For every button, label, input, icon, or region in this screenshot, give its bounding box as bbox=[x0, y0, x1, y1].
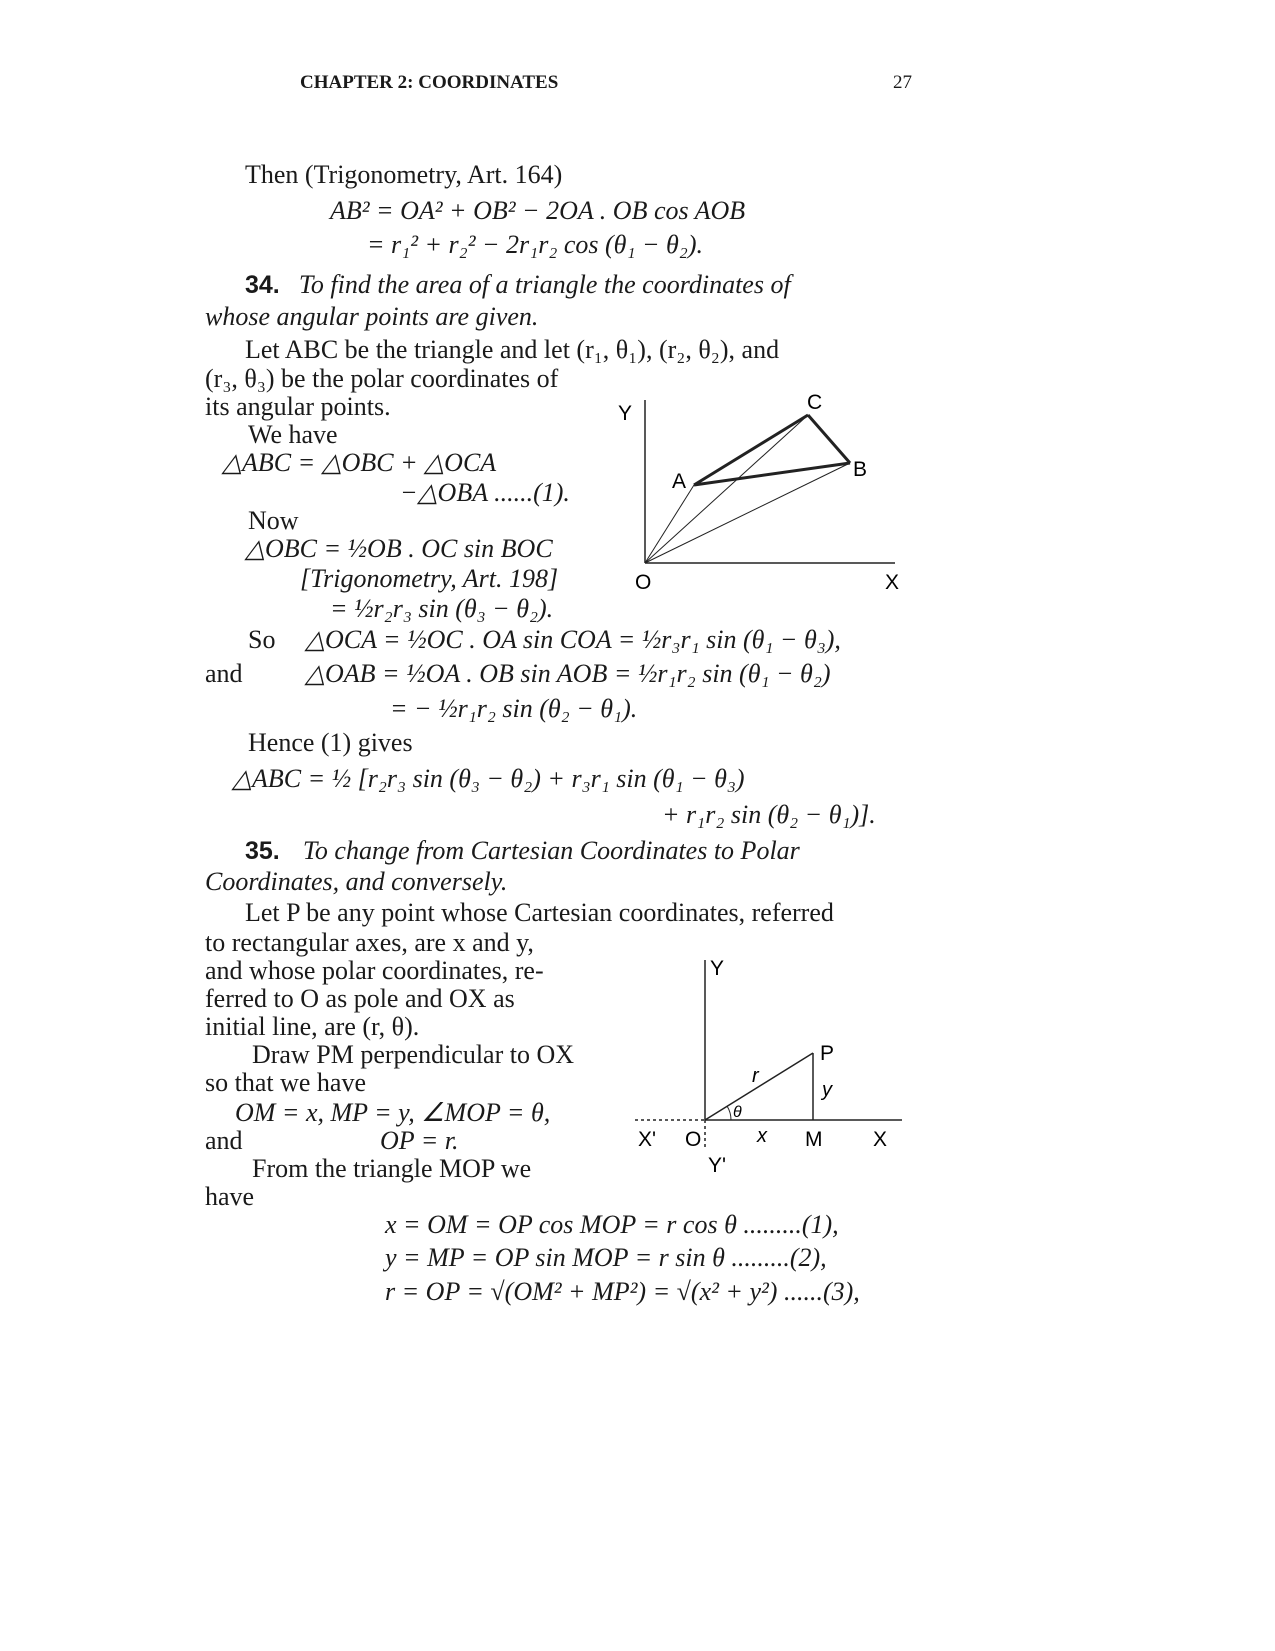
equation-obc: △OBC = ½OB . OC sin BOC bbox=[245, 534, 553, 563]
equation-oca: △OCA = ½OC . OA sin COA = ½r₃r₁ sin (θ₁ − θ₃), bbox=[305, 625, 841, 654]
section-34-p1-line1: Let ABC be the triangle and let (r₁, θ₁), (r₂, θ₂), and bbox=[245, 335, 780, 364]
fig2-label-y-small: y bbox=[822, 1079, 832, 1101]
section-34-title bbox=[245, 270, 905, 300]
triangle-figure bbox=[610, 385, 910, 590]
section-34-title-line2: whose angular points are given. bbox=[205, 302, 539, 331]
and-label-35: and bbox=[205, 1126, 243, 1155]
section-34-p1-line3: its angular points. bbox=[205, 392, 391, 421]
equation-op: OP = r. bbox=[380, 1126, 459, 1155]
equation-r: r = OP = √(OM² + MP²) = √(x² + y²) ......(3), bbox=[385, 1277, 860, 1306]
equation-obc-result: = ½r₂r₃ sin (θ₃ − θ₂). bbox=[330, 594, 554, 623]
equation-abc-sum-cont: −△OBA ......(1). bbox=[400, 478, 570, 507]
draw-line1: Draw PM perpendicular to OX bbox=[252, 1040, 575, 1069]
fig2-label-x-prime: X' bbox=[638, 1128, 657, 1151]
angle-arc bbox=[727, 1106, 731, 1120]
equation-om-mp: OM = x, MP = y, ∠MOP = θ, bbox=[235, 1098, 551, 1127]
fig2-label-m: M bbox=[805, 1128, 823, 1151]
section-35-number: 35. bbox=[245, 837, 280, 865]
section-35-p-line1: Let P be any point whose Cartesian coordinates, referred bbox=[245, 898, 834, 927]
from-line1: From the triangle MOP we bbox=[252, 1154, 532, 1183]
fig1-label-b: B bbox=[853, 458, 868, 481]
equation-ab-squared: AB² = OA² + OB² − 2OA . OB cos AOB bbox=[330, 196, 746, 225]
section-35-p-line2: to rectangular axes, are x and y, bbox=[205, 928, 534, 957]
fig2-label-r: r bbox=[752, 1065, 759, 1087]
side-cb bbox=[808, 415, 850, 463]
and-label-34: and bbox=[205, 659, 243, 688]
from-line2: have bbox=[205, 1182, 255, 1211]
polar-cartesian-figure bbox=[630, 950, 910, 1180]
equation-ab-polar: = r₁² + r₂² − 2r₁r₂ cos (θ₁ − θ₂). bbox=[367, 230, 703, 259]
equation-y: y = MP = OP sin MOP = r sin θ .........(2), bbox=[385, 1243, 827, 1272]
section-35-p-line4: ferred to O as pole and OX as bbox=[205, 984, 515, 1013]
fig2-label-p: P bbox=[820, 1042, 835, 1065]
now-label: Now bbox=[248, 506, 299, 535]
section-34-title-line1: To find the area of a triangle the coordinates of bbox=[298, 270, 791, 299]
line-oc bbox=[645, 415, 808, 563]
draw-line2: so that we have bbox=[205, 1068, 367, 1097]
equation-area-final: △ABC = ½ [r₂r₃ sin (θ₃ − θ₂) + r₃r₁ sin (θ₁ − θ₃) bbox=[232, 764, 745, 793]
section-34-number: 34. bbox=[245, 271, 280, 299]
fig1-label-c: C bbox=[807, 391, 823, 414]
fig2-label-theta: θ bbox=[733, 1104, 742, 1121]
equation-oab-result: = − ½r₁r₂ sin (θ₂ − θ₁). bbox=[390, 694, 638, 723]
so-label: So bbox=[248, 625, 276, 654]
fig2-label-y-prime: Y' bbox=[708, 1154, 727, 1177]
hence-line: Hence (1) gives bbox=[248, 728, 413, 757]
section-35-p-line3: and whose polar coordinates, re- bbox=[205, 956, 544, 985]
section-35-title bbox=[245, 836, 905, 866]
equation-oab: △OAB = ½OA . OB sin AOB = ½r₁r₂ sin (θ₁ − θ₂) bbox=[305, 659, 831, 688]
trig-reference-198: [Trigonometry, Art. 198] bbox=[300, 564, 559, 593]
fig1-label-o: O bbox=[635, 571, 652, 590]
equation-area-final-cont: + r₁r₂ sin (θ₂ − θ₁)]. bbox=[662, 800, 876, 829]
side-ac bbox=[694, 415, 808, 485]
chapter-header: CHAPTER 2: COORDINATES bbox=[300, 72, 559, 93]
fig2-label-o: O bbox=[685, 1128, 702, 1151]
equation-abc-sum: △ABC = △OBC + △OCA bbox=[222, 448, 497, 477]
fig2-label-x-small: x bbox=[757, 1125, 767, 1147]
line-op bbox=[705, 1053, 813, 1120]
equation-x: x = OM = OP cos MOP = r cos θ .........(1), bbox=[385, 1210, 839, 1239]
fig1-label-y: Y bbox=[618, 402, 633, 425]
fig2-label-x: X bbox=[873, 1128, 888, 1151]
page-number: 27 bbox=[893, 72, 912, 93]
fig2-label-y: Y bbox=[710, 957, 725, 980]
then-line: Then (Trigonometry, Art. 164) bbox=[245, 160, 563, 189]
section-34-p1-line2: (r₃, θ₃) be the polar coordinates of bbox=[205, 364, 559, 393]
fig1-label-a: A bbox=[672, 470, 687, 493]
section-35-title-line2: Coordinates, and conversely. bbox=[205, 867, 508, 896]
section-35-p-line5: initial line, are (r, θ). bbox=[205, 1012, 420, 1041]
we-have: We have bbox=[248, 420, 338, 449]
section-35-title-line1: To change from Cartesian Coordinates to Polar bbox=[302, 836, 800, 865]
fig1-label-x: X bbox=[885, 571, 900, 590]
